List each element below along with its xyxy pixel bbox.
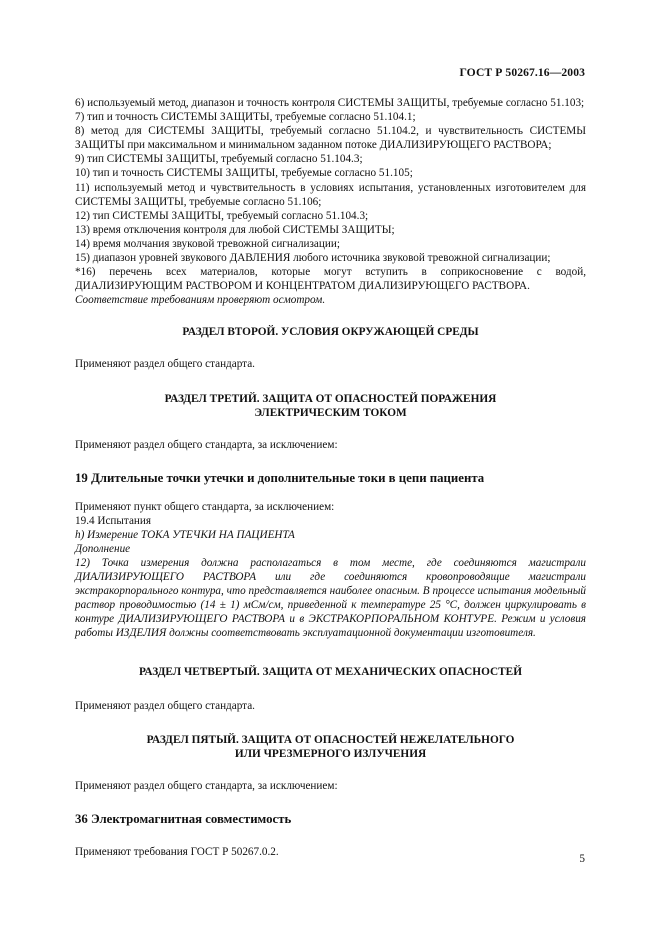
section-5-title (75, 733, 586, 761)
list-item: 14) время молчания звуковой тревожной сигнализации; (75, 237, 340, 250)
section-4-title: РАЗДЕЛ ЧЕТВЕРТЫЙ. ЗАЩИТА ОТ МЕХАНИЧЕСКИХ ОПАСНОСТЕЙ (138, 665, 523, 678)
section-3-text: Применяют раздел общего стандарта, за исключением: (75, 438, 338, 451)
clause-19-h: h) Измерение ТОКА УТЕЧКИ НА ПАЦИЕНТА (75, 528, 295, 541)
section-5-text: Применяют раздел общего стандарта, за исключением: (75, 779, 338, 792)
list-item: 15) диапазон уровней звукового ДАВЛЕНИЯ любого источника звуковой тревожной сигнализации; (75, 252, 551, 265)
list-item: 10) тип и точность СИСТЕМЫ ЗАЩИТЫ, требуемые согласно 51.105; (75, 167, 413, 180)
clause-19-text: Применяют пункт общего стандарта, за исключением: (75, 500, 335, 513)
list-item: 9) тип СИСТЕМЫ ЗАЩИТЫ, требуемый согласно 51.104.3; (75, 153, 363, 166)
section-3-title-line-2: ЭЛЕКТРИЧЕСКИМ ТОКОМ (254, 406, 407, 419)
list-item: 7) тип и точность СИСТЕМЫ ЗАЩИТЫ, требуемые согласно 51.104.1; (75, 111, 416, 124)
clause-19-item-12: 12) Точка измерения должна располагаться в том месте, где соединяются магистрали ДИАЛИЗИРУЮЩЕГО РАСТВОРА или где соединяются кровопроводящие магистрали экстракорпорального контура, что представляется наиболее опасным. В процессе испытания модельный раствор проводимостью (14 ± 1) мСм/см, приведенной к температуре 25 °С, должен циркулировать в контуре ДИАЛИЗИРУЮЩЕГО РАСТВОРА и в ЭКСТРАКОРПОРАЛЬНОМ КОНТУРЕ. Режим и условия работы ИЗДЕЛИЯ должны соответствовать эксплуатационной документации изготовителя. (75, 556, 586, 640)
section-4-text: Применяют раздел общего стандарта. (75, 699, 255, 712)
page-number: 5 (579, 853, 585, 865)
list-item: 6) используемый метод, диапазон и точность контроля СИСТЕМЫ ЗАЩИТЫ, требуемые согласно 51.103; (75, 97, 585, 109)
clause-19-4-heading: 19.4 Испытания (75, 514, 152, 527)
list-item: 8) метод для СИСТЕМЫ ЗАЩИТЫ, требуемый согласно 51.104.2, и чувствительность СИСТЕМЫ ЗАЩИТЫ при максимальном и минимальном заданном потоке ДИАЛИЗИРУЮЩЕГО РАСТВОРА; (75, 125, 586, 152)
section-5-title-line-1: РАЗДЕЛ ПЯТЫЙ. ЗАЩИТА ОТ ОПАСНОСТЕЙ НЕЖЕЛАТЕЛЬНОГО (146, 733, 515, 746)
section-2-text: Применяют раздел общего стандарта. (75, 358, 255, 371)
clause-19-title: 19 Длительные точки утечки и дополнительные токи в цепи пациента (75, 470, 485, 485)
section-3-title (75, 392, 586, 420)
section-3-title-line-1: РАЗДЕЛ ТРЕТИЙ. ЗАЩИТА ОТ ОПАСНОСТЕЙ ПОРАЖЕНИЯ (164, 392, 497, 405)
list-item: 12) тип СИСТЕМЫ ЗАЩИТЫ, требуемый согласно 51.104.3; (75, 209, 369, 222)
section-5-title-line-2: ИЛИ ЧРЕЗМЕРНОГО ИЗЛУЧЕНИЯ (234, 747, 427, 760)
compliance-note: Соответствие требованиям проверяют осмотром. (75, 294, 326, 307)
clause-36-text: Применяют требования ГОСТ Р 50267.0.2. (75, 845, 279, 858)
document-body (75, 96, 586, 859)
section-2-title: РАЗДЕЛ ВТОРОЙ. УСЛОВИЯ ОКРУЖАЮЩЕЙ СРЕДЫ (182, 326, 479, 339)
list-item: 13) время отключения контроля для любой СИСТЕМЫ ЗАЩИТЫ; (75, 223, 395, 236)
clause-36-title: 36 Электромагнитная совместимость (75, 811, 292, 826)
list-item: *16) перечень всех материалов, которые могут вступить в соприкосновение с водой, ДИАЛИЗИРУЮЩИМ РАСТВОРОМ И КОНЦЕНТРАТОМ ДИАЛИЗИРУЮЩЕГО РАСТВОРА. (75, 266, 586, 293)
list-item: 11) используемый метод и чувствительность в условиях испытания, установленных изготовителем для СИСТЕМЫ ЗАЩИТЫ, требуемые согласно 51.106; (75, 181, 586, 208)
standard-header: ГОСТ Р 50267.16—2003 (459, 66, 585, 79)
addition-label: Дополнение (75, 542, 131, 555)
